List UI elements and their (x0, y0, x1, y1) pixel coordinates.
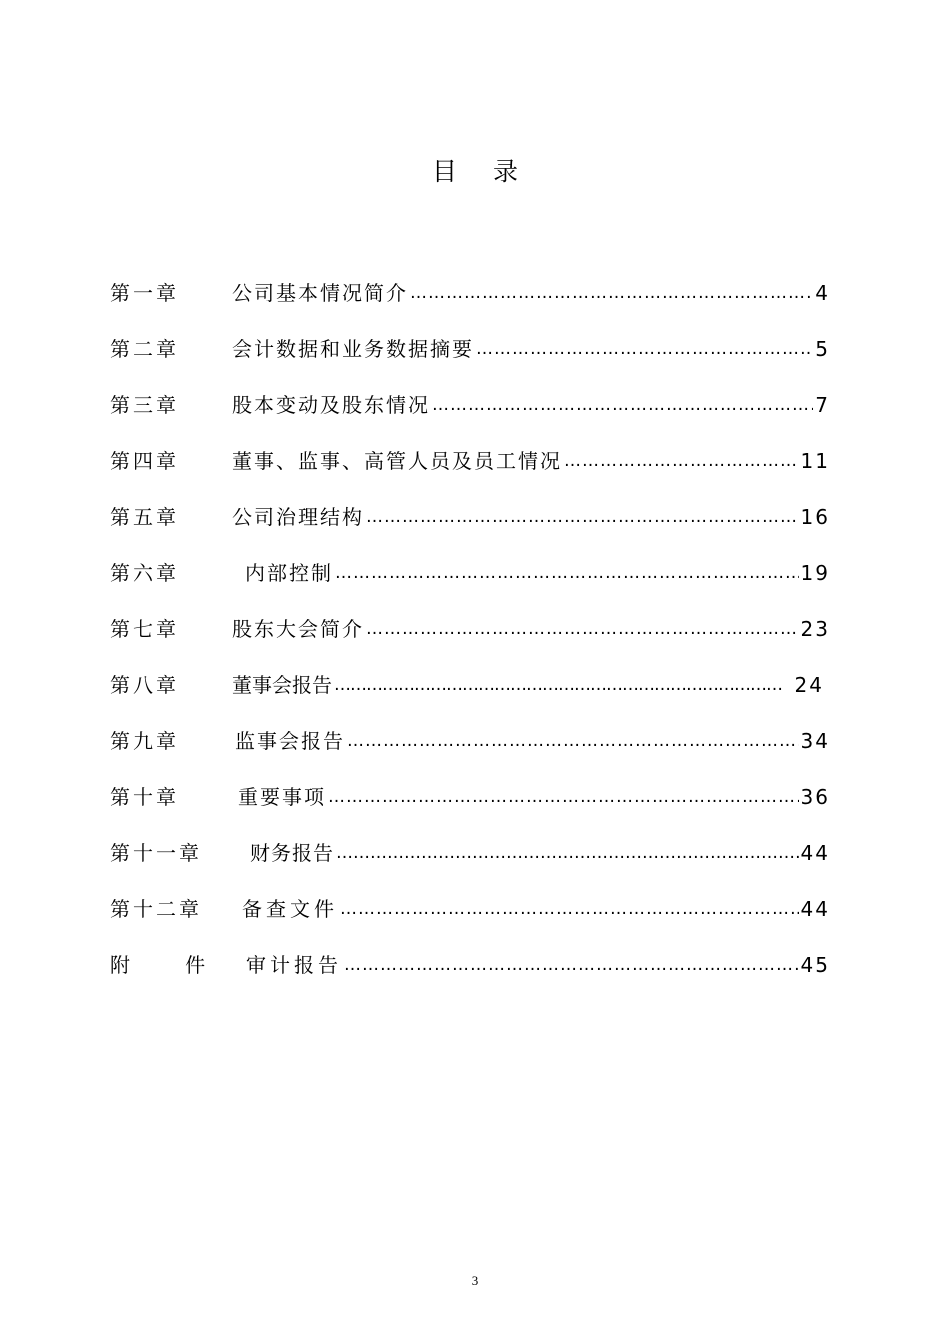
toc-page-number: 44 (800, 897, 830, 921)
table-of-contents (110, 277, 830, 1005)
toc-entry-1[interactable] (110, 277, 830, 333)
toc-entry-title: 备查文件 (242, 897, 338, 921)
toc-dot-leader (340, 893, 799, 925)
toc-dot-leader (366, 501, 799, 533)
page-title: 目录 (431, 157, 554, 186)
toc-entry-title: 重要事项 (238, 785, 326, 809)
toc-dot-leader (366, 613, 799, 645)
toc-entry-13[interactable] (110, 949, 830, 1005)
toc-entry-4[interactable] (110, 445, 830, 501)
toc-chapter-label: 第六章 (110, 561, 179, 585)
toc-entry-title: 审计报告 (246, 953, 342, 977)
toc-dot-leader (476, 333, 813, 365)
toc-dot-leader (410, 277, 813, 309)
toc-dot-leader (344, 949, 799, 981)
toc-entry-title: 股东大会简介 (232, 617, 364, 641)
toc-dot-leader (336, 837, 799, 869)
toc-page-number: 16 (800, 505, 830, 529)
toc-entry-title: 董事、监事、高管人员及员工情况 (232, 449, 562, 473)
toc-entry-7[interactable] (110, 613, 830, 669)
toc-entry-12[interactable] (110, 893, 830, 949)
toc-dot-leader (334, 669, 783, 701)
toc-dot-leader (335, 557, 799, 589)
toc-page-number: 36 (800, 785, 830, 809)
toc-chapter-label: 第十章 (110, 785, 179, 809)
toc-chapter-label: 第二章 (110, 337, 179, 361)
toc-entry-10[interactable] (110, 781, 830, 837)
toc-entry-title: 股本变动及股东情况 (232, 393, 430, 417)
toc-entry-title: 内部控制 (245, 561, 333, 585)
toc-chapter-label: 第四章 (110, 449, 179, 473)
toc-entry-3[interactable] (110, 389, 830, 445)
toc-dot-leader (328, 781, 799, 813)
toc-page-number: 45 (800, 953, 830, 977)
toc-chapter-label: 第八章 (110, 673, 179, 697)
toc-page-number: 11 (800, 449, 830, 473)
toc-entry-title: 会计数据和业务数据摘要 (232, 337, 474, 361)
toc-page-number: 5 (815, 337, 830, 361)
toc-chapter-label: 第十二章 (110, 897, 202, 921)
toc-dot-leader (347, 725, 799, 757)
toc-entry-title: 监事会报告 (235, 729, 345, 753)
toc-dot-leader (432, 389, 813, 421)
toc-chapter-label: 第九章 (110, 729, 179, 753)
toc-chapter-label: 第一章 (110, 281, 179, 305)
toc-entry-title: 公司基本情况简介 (232, 281, 408, 305)
toc-entry-5[interactable] (110, 501, 830, 557)
toc-chapter-label: 附 件 (110, 953, 215, 977)
toc-dot-leader (564, 445, 799, 477)
toc-page-number: 19 (800, 561, 830, 585)
toc-entry-title: 财务报告 (250, 841, 334, 865)
toc-page-number: 23 (800, 617, 830, 641)
toc-entry-6[interactable] (110, 557, 830, 613)
toc-chapter-label: 第五章 (110, 505, 179, 529)
toc-page-number: 24 (794, 673, 824, 697)
toc-entry-title: 公司治理结构 (232, 505, 364, 529)
toc-entry-11[interactable] (110, 837, 830, 893)
toc-page-number: 44 (800, 841, 830, 865)
toc-entry-9[interactable] (110, 725, 830, 781)
page-number-footer: 3 (471, 1273, 479, 1288)
toc-entry-2[interactable] (110, 333, 830, 389)
toc-chapter-label: 第三章 (110, 393, 179, 417)
toc-chapter-label: 第十一章 (110, 841, 202, 865)
toc-page-number: 34 (800, 729, 830, 753)
toc-entry-title: 董事会报告 (232, 673, 332, 697)
toc-entry-8[interactable] (110, 669, 830, 725)
toc-page-number: 4 (815, 281, 830, 305)
toc-page-number: 7 (815, 393, 830, 417)
toc-chapter-label: 第七章 (110, 617, 179, 641)
